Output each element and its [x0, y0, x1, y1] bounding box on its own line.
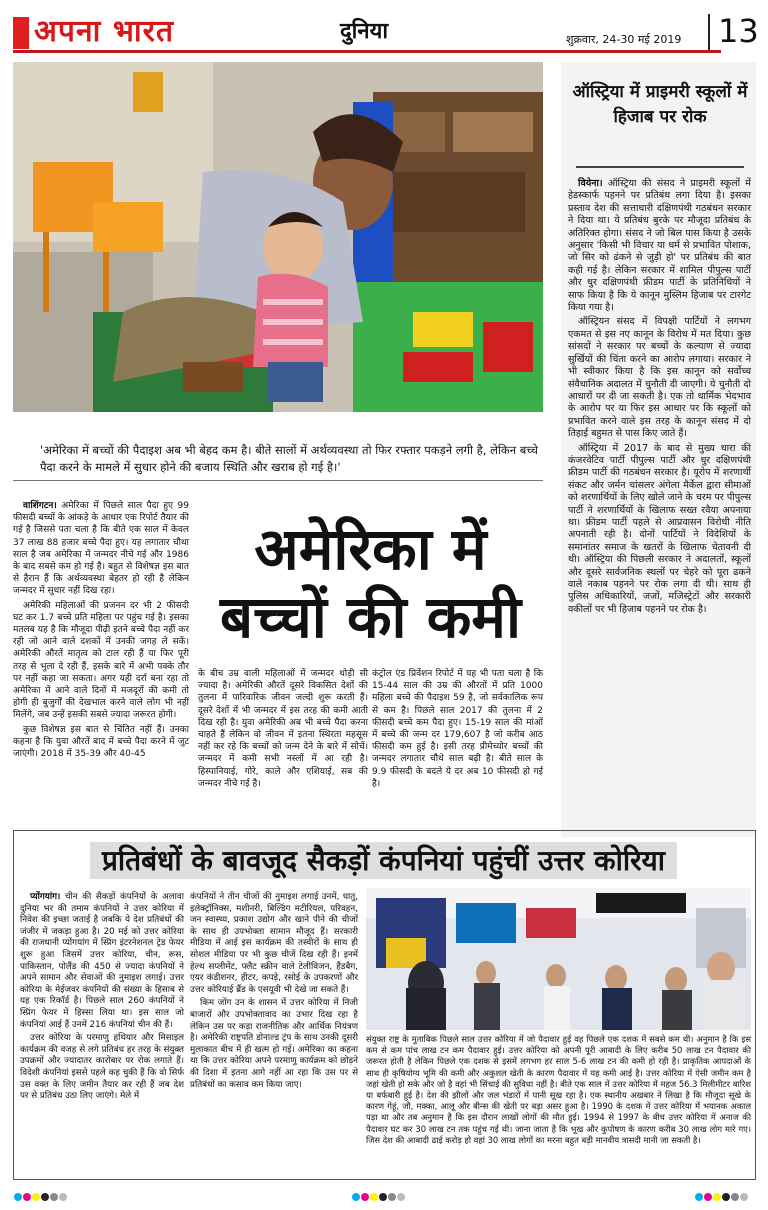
second-story-dateline: प्योंगयांग। [30, 892, 61, 902]
issue-date: शुक्रवार, 24-30 मई 2019 [566, 33, 682, 46]
lead-story-paragraph: अमेरिका में पिछले साल पैदा हुए 99 फीसदी बच्चों के आंकड़े के आधार एक रिपोर्ट तैयार की गई है जिससे पता चला है कि बीते एक साल में केवल 37 लाख 88 हजार बच्चे पैदा हुए। यह लगातार चौथा साल है जब अमेरिका में जन्मदर नीचे गई और 1986 के बाद सबसे कम हो गई है। बहुत से विशेषज्ञ इस बात से हैरान हैं कि अर्थव्यवस्था बेहतर हो रही है लेकिन जन्मदर में सुधार नहीं दिख रहा। [13, 501, 189, 597]
second-story-paragraph: चीन की सैकड़ों कंपनियों के अलावा दुनिया भर की तमाम कंपनियों ने उत्तर कोरिया में निवेश की इच्छा जताई है जबकि ये देश प्रतिबंधों की जंजीर में जकड़ा हुआ है। 20 मई को उत्तर कोरिया की राजधानी प्योंगयांग में स्प्रिंग इंटरनेशनल ट्रेड फेयर शुरू हुआ जिसमें उत्तर कोरिया, चीन, रूस, पाकिस्तान, पोलैंड की 450 से ज्यादा कंपनियों ने अपने सामान और सेवाओं की नुमाइश लगाई। उत्तर कोरिया के मेईजवर कंपनियों की संख्या के हिसाब से यह एक रिकॉर्ड है। पिछले साल 260 कंपनियों ने स्प्रिंग फेयर में हिस्सा लिया था। इस साल जो कंपनियां आई हैं उनमें 216 कंपनियां चीन की हैं। [20, 892, 184, 1030]
side-story-body [568, 178, 751, 618]
side-headline-rule [576, 166, 744, 168]
lead-story-dateline: वाशिंगटन। [23, 501, 57, 511]
lead-photo-caption: 'अमेरिका में बच्चों की पैदाइश अब भी बेहद कम है। बीते सालों में अर्थव्यवस्था तो फिर रफ्तार पकड़ने लगी है, लेकिन बच्चे पैदा करने के मामले में सुधार होने की बजाय स्थिति और खराब हो गई है।' [40, 443, 538, 474]
second-story-column-1 [20, 892, 184, 1105]
lead-photo [13, 62, 543, 412]
lead-story-column-2 [198, 668, 368, 792]
second-story-column-2 [190, 892, 358, 1093]
trade-fair-photo-caption: संयुक्त राष्ट्र के मुताबिक पिछले साल उत्तर कोरिया में जो पैदावार हुई वह पिछले एक दशक में सबसे कम थी। अनुमान है कि इस कम से कम पांच लाख टन कम पैदावार हुई। उत्तर कोरिया को अपनी पूरी आबादी के लिए करीब 50 लाख टन पैदावार की जरूरत होती है लेकिन पिछले एक दशक से इसमें लगभग हर साल 5-6 लाख टन की कमी हो रही है। प्राकृतिक आपदाओं के साथ ही कृषियोग्य भूमि की कमी और अकुशल खेती के कारण पैदावार में यह कमी आई है। उत्तर कोरिया में ऐसी जमीन कम है जहां खेती हो सके और जो है वहां भी सिंचाई की सुविधा नहीं है। बीते एक साल में उत्तर कोरिया में महज 56.3 मिलीमीटर बारिश या बर्फबारी हुई है। देश की झीलों और जल भंडारों में पानी सूख रहा है। एक स्थानीय अखबार ने लिखा है कि मौजूदा सूखे के कारण गेहूं, जौ, मक्का, आलू और बीन्स की खेती पर बड़ा असर हुआ है। 1990 के दशक में उत्तर कोरिया में भयानक अकाल पड़ा था और तब अनुमान है कि इस दौरान लाखों लोगों की मौत हुई। 1994 से 1997 के बीच उत्तर कोरिया में अनाज की पैदावार घट कर 30 लाख टन तक पहुंच गई थी। जाना जाता है कि भूख और कुपोषण के कारण करीब 30 लाख लोग मारे गए। जिस देश की आबादी ढाई करोड़ हो वहां 30 लाख लोगों का मरना बहुत बड़ी मानवीय त्रासदी मानी जा सकती है। [366, 1034, 751, 1145]
lead-story-paragraph: के बीच उम्र वाली महिलाओं में जन्मदर थोड़ी सी ज्यादा है। अमेरिकी औरतें दूसरे विकसित देशों की तुलना में पारिवारिक जीवन जल्दी शुरू करती हैं। दूसरे देशों में भी जन्मदर में इस तरह की कमी आती दिख रही है। युवा अमेरिकी अब भी बच्चे पैदा करना चाहते हैं लेकिन वो जीवन में इतना स्थिरता महसूस नहीं कर रहे कि बच्चों को जन्म देने के बारे में सोचें। जन्मदर में कमी सभी नस्लों में आ रही है। हिस्पानियाई, गोरे, काले और एशियाई, सब की जन्मदर नीचे गई है। [198, 669, 368, 789]
trade-fair-photo [366, 888, 751, 1030]
trade-fair-crowd-image [366, 888, 751, 1030]
lead-story-paragraph: अमेरिकी महिलाओं की प्रजनन दर भी 2 फीसदी घट कर 1.7 बच्चे प्रति महिला पर पहुंच गई है। इसका मतलब यह है कि मौजूदा पीढ़ी इतने बच्चे पैदा नहीं कर रही जो आने वाले दशकों में उनकी जगह ले सकें। अमेरिकी औरतें मातृत्व को टाल रही हैं या फिर पूरी तरह से भुला दे रही हैं, इसके बारे में अभी पक्के तौर पर नहीं कहा जा सकता। अगर यही दर्रा बना रहा तो अमेरिका में आने वाले दिनों में मजदूरों की कमी तो होगी ही बुजुर्गों की देखभाल करने वाले लोग भी नहीं मिलेंगे, जब उन्हें इसकी सबसे ज्यादा जरूरत होगी। [13, 600, 189, 721]
color-dots-center [352, 1186, 406, 1205]
print-registration-marks [0, 1186, 768, 1200]
masthead-rule [13, 50, 721, 53]
side-story-paragraph: ऑस्ट्रिया की संसद ने प्राइमरी स्कूलों में हेडस्कार्फ पहनने पर प्रतिबंध लगा दिया है। इसका प्रस्ताव देश की सत्ताधारी दक्षिणपंथी गठबंधन सरकार ने दिया था। ये प्रतिबंध बुरके पर मौजूदा प्रतिबंध के अतिरिक्त होगा। संसद ने जो बिल पास किया है उसके अनुसार 'किसी भी विचार या धर्म से प्रभावित पोशाक, जो सिर को ढंकने से जुड़ी हो' पर प्रतिबंध की बात कही गई है। लेकिन सरकार में शामिल पीपुल्स पार्टी और धुर दक्षिणपंथी फ्रीडम पार्टी के प्रतिनिधियों ने साफ किया है कि ये कानून मुस्लिम हिजाब पर टारगेट किया गया है। [568, 178, 751, 314]
lead-story-column-3 [372, 668, 543, 792]
second-story-headline-wrap [13, 838, 754, 884]
lead-story-paragraph: कुछ विशेषज्ञ इस बात से चिंतित नहीं हैं। उनका कहना है कि युवा औरतें बाद में बच्चे पैदा करने में जुट जाएंगी। 2018 में 35-39 और 40-45 [13, 724, 189, 760]
side-story-paragraph: ऑस्ट्रियन संसद में विपक्षी पार्टियों ने लगभग एकमत से इस नए कानून के विरोध में मत दिया। कुछ सांसदों ने सरकार पर बच्चों के कल्याण से ज्यादा सुर्खियों की चिंता करने का आरोप लगाया। सरकार ने भी स्वीकार किया है कि इस कानून को सर्वोच्च संवैधानिक अदालत में चुनौती दी जाएगी। ये चुनौती दो आधारों पर दी जा सकती है। एक तो धार्मिक भेदभाव के आरोप पर या फिर इस आधार पर कि स्कूलों को प्रभावित करने वाले इस तरह के कानून संसद में दो तिहाई बहुमत से पास किए जाते हैं। [568, 316, 751, 440]
color-dots-right [695, 1186, 749, 1205]
side-story-dateline: वियेना। [578, 178, 603, 189]
page-number: 13 [718, 12, 759, 50]
side-story-paragraph: ऑस्ट्रिया में 2017 के बाद से मुख्य धारा की कंजरवेटिव पार्टी पीपुल्स पार्टी और धुर दक्षिणपंथी फ्रीडम पार्टी की गठबंधन सरकार है। यूरोप में शरणार्थी संकट और जर्मन चांसलर अंगेला मैर्केल द्वारा सीमाओं को शरणार्थियों के लिए खोले जाने के चरम पर पीपुल्स पार्टी ने शरणार्थियों के खिलाफ सख्त रवैया अपनाया था। फ्रीडम पार्टी पहले से आप्रवासन विरोधी नीति अपनाती रही है। दोनों पार्टियों ने विदेशियों के समानांतर समाज के खतरों के खिलाफ चेतावनी दी थी। ऑस्ट्रिया की पिछली सरकार ने अदालतों, स्कूलों और दूसरे सार्वजनिक स्थलों पर चेहरे को पूरा ढकने वाले नकाब पहनने पर रोक लगा दी थी। साथ ही पुलिस अधिकारियों, जजों, मजिस्ट्रेटों और सरकारी वकीलों पर भी हिजाब पहनने पर रोक है। [568, 442, 751, 615]
mother-child-playing-image [13, 62, 543, 412]
section-title: दुनिया [340, 19, 389, 44]
headline-line-1: अमेरिका में [254, 515, 487, 583]
second-story-paragraph: किम जोंग उन के शासन में उत्तर कोरिया में निजी बाजारों और उपभोक्तावाद का उभार दिख रहा है लेकिन उस पर कड़ा राजनीतिक और आर्थिक नियंत्रण है। अमेरिकी राष्ट्रपति डोनाल्ड ट्रंप के साथ उनकी दूसरी मुलाकात बीच में ही खत्म हो गई। अमेरिका का कहना था कि उत्तर कोरिया अपने परमाणु कार्यक्रम को छोड़ने की दिशा में इतना आगे नहीं आ रहा कि उस पर से प्रतिबंधों का कसाव कम किया जाए। [190, 998, 358, 1090]
masthead-brand: अपना भारत [34, 14, 175, 49]
side-story-headline: ऑस्ट्रिया में प्राइमरी स्कूलों में हिजाब पर रोक [572, 82, 748, 127]
header-divider [708, 14, 710, 50]
lead-story-headline [198, 515, 543, 651]
lead-story-paragraph: कंट्रोल एंड प्रिवेंशन रिपोर्ट में यह भी पता चला है कि 15-44 साल की उम्र की औरतों में प्रति 1000 महिला बच्चे की पैदाइश 59 है, जो सर्वकालिक रूप से कम है। पिछले साल 2017 की तुलना में 2 फीसदी बच्चे कम पैदा हुए। 15-19 साल की मांओं में बच्चे की जन्म दर 179,607 है जो करीब आठ फीसदी कम हुई है। इसी तरह प्रीमेच्योर बच्चों की जन्मदर लगातार चौथे साल बढ़ी है। बीते साल के 9.9 फीसदी के बदले ये दर अब 10 फीसदी हो गई है। [372, 669, 543, 789]
caption-rule [13, 480, 543, 481]
second-story-headline: प्रतिबंधों के बावजूद सैकड़ों कंपनियां पहुंचीं उत्तर कोरिया [90, 842, 677, 879]
second-story-paragraph: उत्तर कोरिया के परमाणु हथियार और मिसाइल कार्यक्रम की वजह से लगे प्रतिबंध हर तरह के संयुक्त उपक्रमों और ज्यादातर कारोबार पर रोक लगाते हैं। विदेशी कंपनियां इससे पहले कह चुकी हैं कि वो सिर्फ उस वक्त के लिए जमीन तैयार कर रही हैं जब देश पर से प्रतिबंध उठा लिए जाएंगे। मेले में [20, 1033, 184, 1102]
color-dots-left [14, 1186, 68, 1205]
second-story-paragraph: कंपनियों ने तीन चीजों की नुमाइश लगाई उनमें, धातु, इलेक्ट्रॉनिक्स, मशीनरी, बिल्डिंग मटीरियल, परिवहन, जन स्वास्थ्य, प्रकाश उद्योग और खाने पीने की चीजों के साथ ही उपभोक्ता सामान मौजूद हैं। सरकारी मीडिया में आई इस कार्यक्रम की तस्वीरों के साथ ही सोशल मीडिया पर भी कुछ चीजें दिख रही हैं। इनमें हेल्थ सप्लीमेंट, फ्लैट स्क्रीन वाले टेलीविजन, हैंडबैग, एयर कंडीशनर, हीटर, कपड़े, रसोई के उपकरणों और उत्तर कोरियाई ब्रैंड के एसयूवी भी देखे जा सकते हैं। [190, 892, 358, 995]
headline-line-2: बच्चों की कमी [219, 583, 522, 651]
masthead-accent-bar [13, 17, 29, 49]
lead-story-column-1 [13, 500, 189, 762]
